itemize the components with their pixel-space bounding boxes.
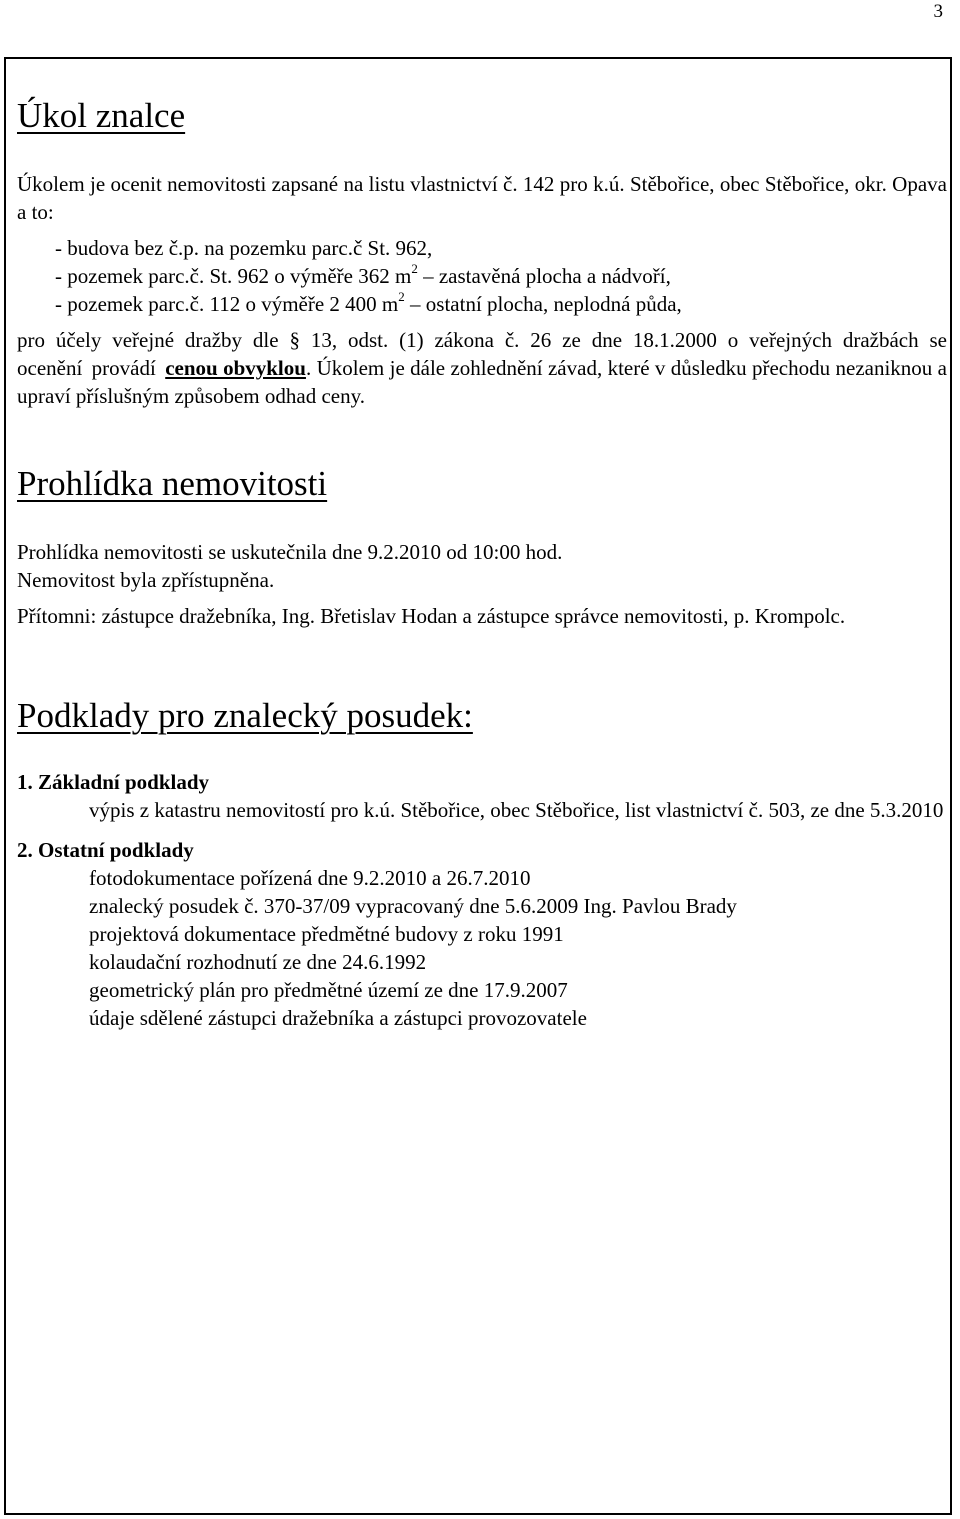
property-item-text: - pozemek parc.č. 112 o výměře 2 400 m [55,292,399,316]
property-item [17,262,947,290]
sources-item: fotodokumentace pořízená dne 9.2.2010 a 26.7.2010 [89,866,531,890]
purpose-emphasis: cenou obvyklou [165,356,306,380]
sources-item: geometrický plán pro předmětné území ze dne 17.9.2007 [89,978,568,1002]
sources-item: údaje sdělené zástupci dražebníka a zástupci provozovatele [89,1006,587,1030]
sources-group-title: 1. Základní podklady [17,770,210,794]
ukol-intro: Úkolem je ocenit nemovitosti zapsané na listu vlastnictví č. 142 pro k.ú. Stěbořice, obec Stěbořice, okr. Opava a to: [17,172,947,224]
sources-group-title: 2. Ostatní podklady [17,838,194,862]
purpose-text: pro účely veřejné dražby dle § 13, odst. (1) zákona č. 26 ze dne 18.1.2000 o veřejných dražbách se ocenění provádí [17,328,947,380]
ukol-purpose [17,326,947,410]
property-list [17,234,947,318]
inspection-present: Přítomni: zástupce dražebníka, Ing. Břetislav Hodan a zástupce správce nemovitosti, p. Krompolc. [17,604,846,628]
section-heading-podklady: Podklady pro znalecký posudek: [17,696,473,735]
purpose-text: . Úkolem je dále zohlednění závad, které v důsledku přechodu nezaniknou a upraví příslušným způsobem odhad ceny. [17,356,947,408]
property-item [17,234,947,262]
property-item-text: – zastavěná plocha a nádvoří, [417,264,671,288]
property-item-text: - budova bez č.p. na pozemku parc.č St. 962, [55,236,433,260]
property-item-text: - pozemek parc.č. St. 962 o výměře 362 m [55,264,412,288]
superscript: 2 [398,289,405,304]
sources-item: projektová dokumentace předmětné budovy z roku 1991 [89,922,564,946]
inspection-date: Prohlídka nemovitosti se uskutečnila dne 9.2.2010 od 10:00 hod. [17,540,563,564]
section-heading-prohlidka: Prohlídka nemovitosti [17,464,328,503]
section-heading-ukol: Úkol znalce [17,96,186,135]
sources-item: výpis z katastru nemovitostí pro k.ú. Stěbořice, obec Stěbořice, list vlastnictví č. 503, ze dne 5.3.2010 [89,798,944,822]
sources-item: kolaudační rozhodnutí ze dne 24.6.1992 [89,950,427,974]
page-number: 3 [933,1,943,22]
sources-item: znalecký posudek č. 370-37/09 vypracovaný dne 5.6.2009 Ing. Pavlou Brady [89,894,737,918]
inspection-access: Nemovitost byla zpřístupněna. [17,568,275,592]
property-item [17,290,947,318]
superscript: 2 [411,261,418,276]
document-body [17,94,947,1032]
property-item-text: – ostatní plocha, neplodná půda, [404,292,682,316]
